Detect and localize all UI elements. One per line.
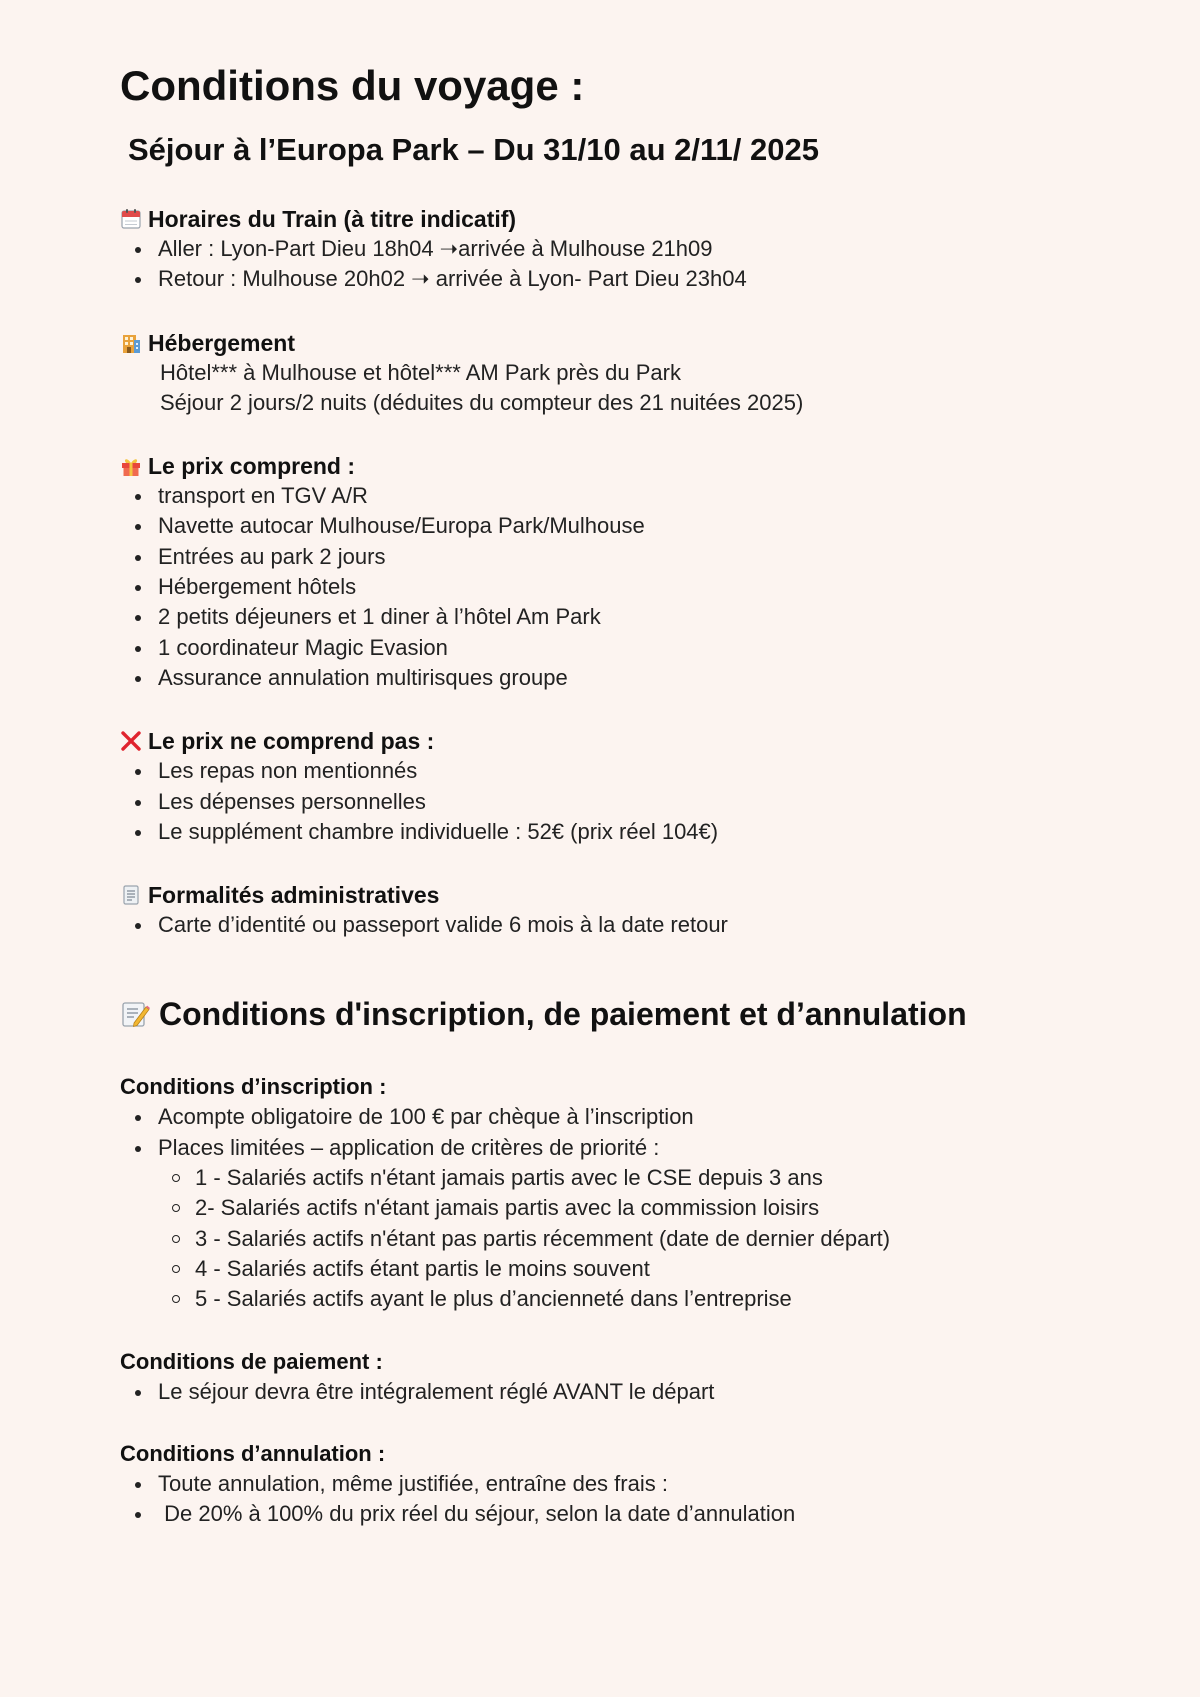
priority-list	[158, 1163, 1080, 1314]
list-item: Les dépenses personnelles	[158, 787, 1080, 817]
list-item-text: Places limitées – application de critères de priorité :	[158, 1134, 660, 1160]
inclus-section	[120, 451, 1080, 693]
paiement-section	[120, 1347, 1080, 1407]
list-item: Navette autocar Mulhouse/Europa Park/Mulhouse	[158, 511, 1080, 541]
train-heading-text: Horaires du Train (à titre indicatif)	[148, 206, 517, 232]
list-item: Les repas non mentionnés	[158, 756, 1080, 786]
priority-item: 1 - Salariés actifs n'étant jamais partis avec le CSE depuis 3 ans	[195, 1163, 1080, 1193]
list-item: Hébergement hôtels	[158, 572, 1080, 602]
page-title: Conditions du voyage :	[120, 62, 585, 109]
list-item: 2 petits déjeuners et 1 diner à l’hôtel Am Park	[158, 602, 1080, 632]
formalites-section	[120, 880, 1080, 940]
annulation-section	[120, 1439, 1080, 1530]
train-heading	[120, 204, 1080, 234]
inclus-list	[120, 481, 1080, 693]
hebergement-heading	[120, 328, 1080, 358]
paiement-heading: Conditions de paiement :	[120, 1348, 383, 1374]
hotel-icon	[120, 332, 142, 354]
list-item: Aller : Lyon-Part Dieu 18h04 ➝arrivée à Mulhouse 21h09	[158, 234, 1080, 264]
priority-item: 5 - Salariés actifs ayant le plus d’ancienneté dans l’entreprise	[195, 1284, 1080, 1314]
memo-icon	[120, 999, 150, 1029]
paiement-list	[120, 1377, 1080, 1407]
exclus-heading-text: Le prix ne comprend pas :	[148, 728, 435, 755]
annulation-list	[120, 1469, 1080, 1530]
exclus-heading	[120, 726, 1080, 756]
list-item: Entrées au park 2 jours	[158, 542, 1080, 572]
conditions-heading-text: Conditions d'inscription, de paiement et d’annulation	[159, 996, 967, 1033]
list-item: De 20% à 100% du prix réel du séjour, selon la date d’annulation	[158, 1499, 1080, 1529]
formalites-list	[120, 910, 1080, 940]
list-item: transport en TGV A/R	[158, 481, 1080, 511]
hebergement-section	[120, 328, 1080, 419]
priority-item: 2- Salariés actifs n'étant jamais partis avec la commission loisirs	[195, 1193, 1080, 1223]
inclus-heading-text: Le prix comprend :	[148, 453, 356, 480]
list-item: Retour : Mulhouse 20h02 ➝ arrivée à Lyon- Part Dieu 23h04	[158, 264, 1080, 294]
list-item: Carte d’identité ou passeport valide 6 mois à la date retour	[158, 910, 1080, 940]
document-icon	[120, 884, 142, 906]
gift-icon	[120, 455, 142, 477]
inscription-section	[120, 1072, 1080, 1314]
list-item: Acompte obligatoire de 100 € par chèque à l’inscription	[158, 1102, 1080, 1132]
hebergement-line: Séjour 2 jours/2 nuits (déduites du compteur des 21 nuitées 2025)	[160, 389, 804, 415]
train-list	[120, 234, 1080, 295]
conditions-heading	[120, 992, 1080, 1036]
inscription-list	[120, 1102, 1080, 1314]
list-item	[158, 1133, 1080, 1315]
priority-item: 4 - Salariés actifs étant partis le moins souvent	[195, 1254, 1080, 1284]
annulation-heading: Conditions d’annulation :	[120, 1440, 386, 1466]
calendar-icon	[120, 208, 142, 230]
cross-icon	[120, 730, 142, 752]
list-item: Assurance annulation multirisques groupe	[158, 663, 1080, 693]
formalites-heading	[120, 880, 1080, 910]
formalites-heading-text: Formalités administratives	[148, 882, 440, 909]
list-item: Le séjour devra être intégralement réglé AVANT le départ	[158, 1377, 1080, 1407]
inclus-heading	[120, 451, 1080, 481]
list-item: Le supplément chambre individuelle : 52€ (prix réel 104€)	[158, 817, 1080, 847]
page-subtitle: Séjour à l’Europa Park – Du 31/10 au 2/11/ 2025	[128, 132, 819, 167]
hebergement-line: Hôtel*** à Mulhouse et hôtel*** AM Park près du Park	[160, 359, 681, 385]
list-item: 1 coordinateur Magic Evasion	[158, 633, 1080, 663]
exclus-section	[120, 726, 1080, 847]
list-item: Toute annulation, même justifiée, entraîne des frais :	[158, 1469, 1080, 1499]
priority-item: 3 - Salariés actifs n'étant pas partis récemment (date de dernier départ)	[195, 1224, 1080, 1254]
inscription-heading: Conditions d’inscription :	[120, 1074, 387, 1100]
exclus-list	[120, 756, 1080, 847]
train-section	[120, 204, 1080, 295]
hebergement-heading-text: Hébergement	[148, 329, 295, 356]
